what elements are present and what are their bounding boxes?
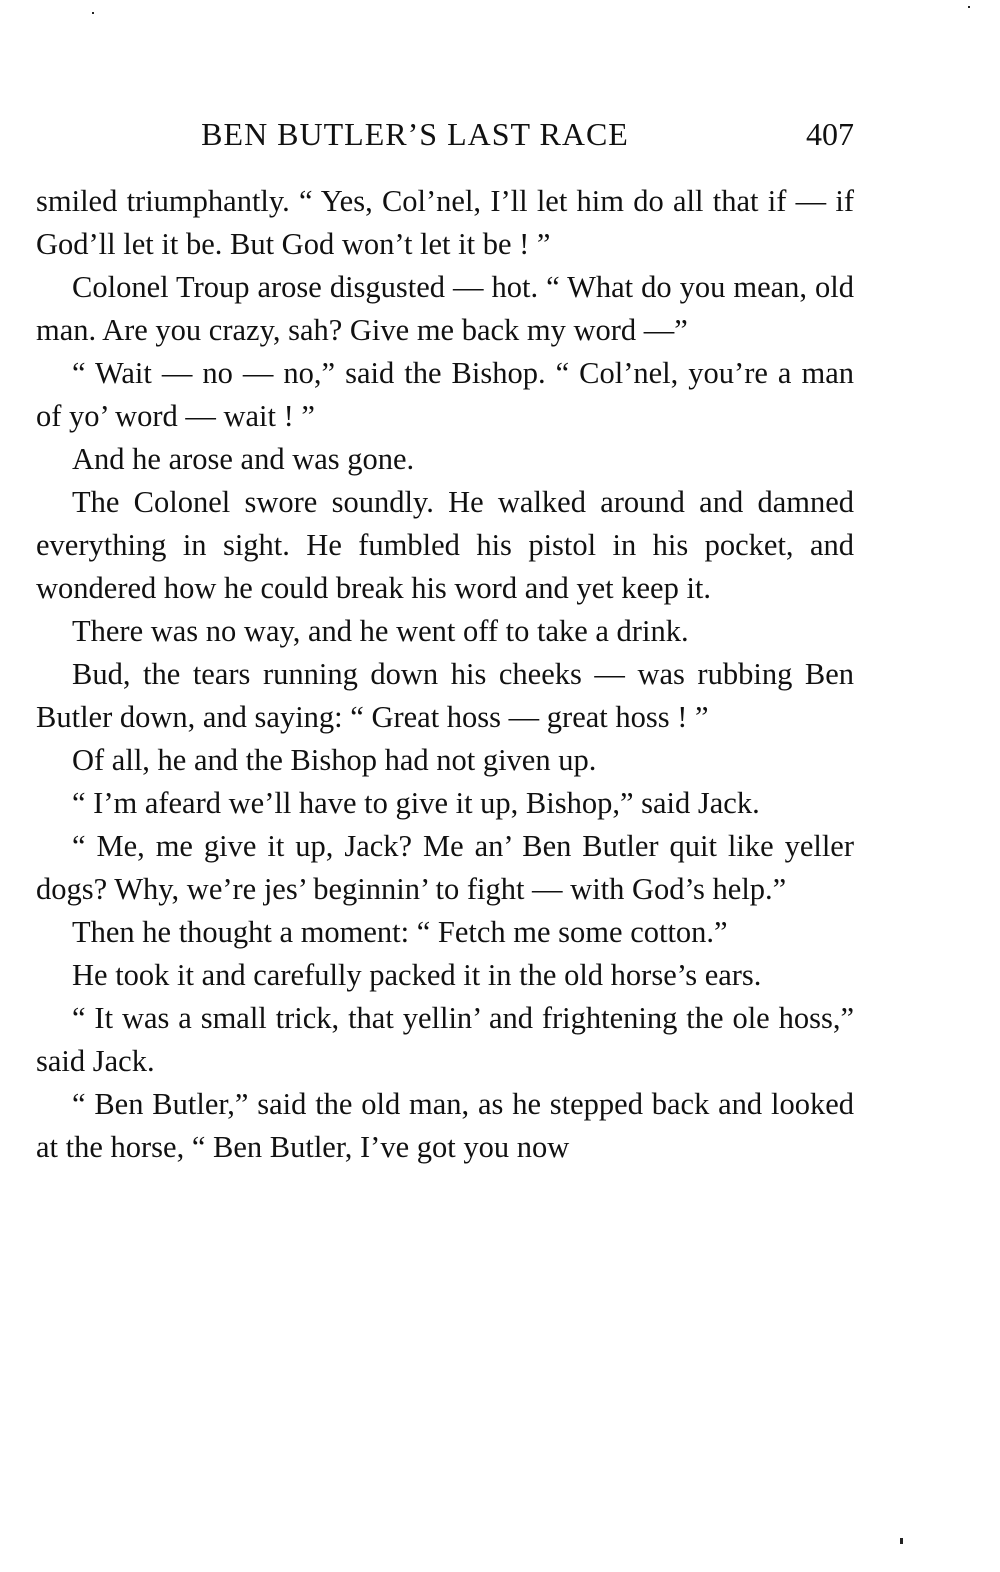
paragraph: Bud, the tears running down his cheeks — was rubbing Ben Butler down, and saying: “ Great hoss — great hoss ! ” [36, 657, 854, 734]
scan-speck [900, 1538, 903, 1544]
paragraph: There was no way, and he went off to take a drink. [72, 614, 689, 648]
paragraph: The Colonel swore soundly. He walked around and damned everything in sight. He fumbled his pistol in his pocket, and wondered how he could break his word and yet keep it. [36, 485, 854, 605]
scan-speck [968, 6, 970, 8]
paragraph: smiled triumphantly. “ Yes, Col’nel, I’ll let him do all that if — if God’ll let it be. But God won’t let it be ! ” [36, 184, 854, 261]
paragraph: Colonel Troup arose disgusted — hot. “ What do you mean, old man. Are you crazy, sah? Give me back my word —” [36, 270, 854, 347]
page-number: 407 [806, 116, 854, 152]
paragraph: “ Me, me give it up, Jack? Me an’ Ben Butler quit like yeller dogs? Why, we’re jes’ beginnin’ to fight — with God’s help.” [36, 829, 854, 906]
running-title: BEN BUTLER’S LAST RACE [201, 116, 629, 152]
scan-speck [92, 12, 94, 14]
paragraph: “ I’m afeard we’ll have to give it up, Bishop,” said Jack. [72, 786, 760, 820]
paragraph: “ It was a small trick, that yellin’ and frightening the ole hoss,” said Jack. [36, 1001, 854, 1078]
paragraph: “ Wait — no — no,” said the Bishop. “ Col’nel, you’re a man of yo’ word — wait ! ” [36, 356, 854, 433]
page-header [36, 112, 854, 162]
paragraph: “ Ben Butler,” said the old man, as he stepped back and looked at the horse, “ Ben Butler, I’ve got you now [36, 1087, 854, 1164]
paragraph: Of all, he and the Bishop had not given up. [72, 743, 597, 777]
body-text [36, 180, 854, 1169]
paragraph: And he arose and was gone. [72, 442, 415, 476]
paragraph: Then he thought a moment: “ Fetch me some cotton.” [72, 915, 728, 949]
paragraph: He took it and carefully packed it in the old horse’s ears. [72, 958, 762, 992]
